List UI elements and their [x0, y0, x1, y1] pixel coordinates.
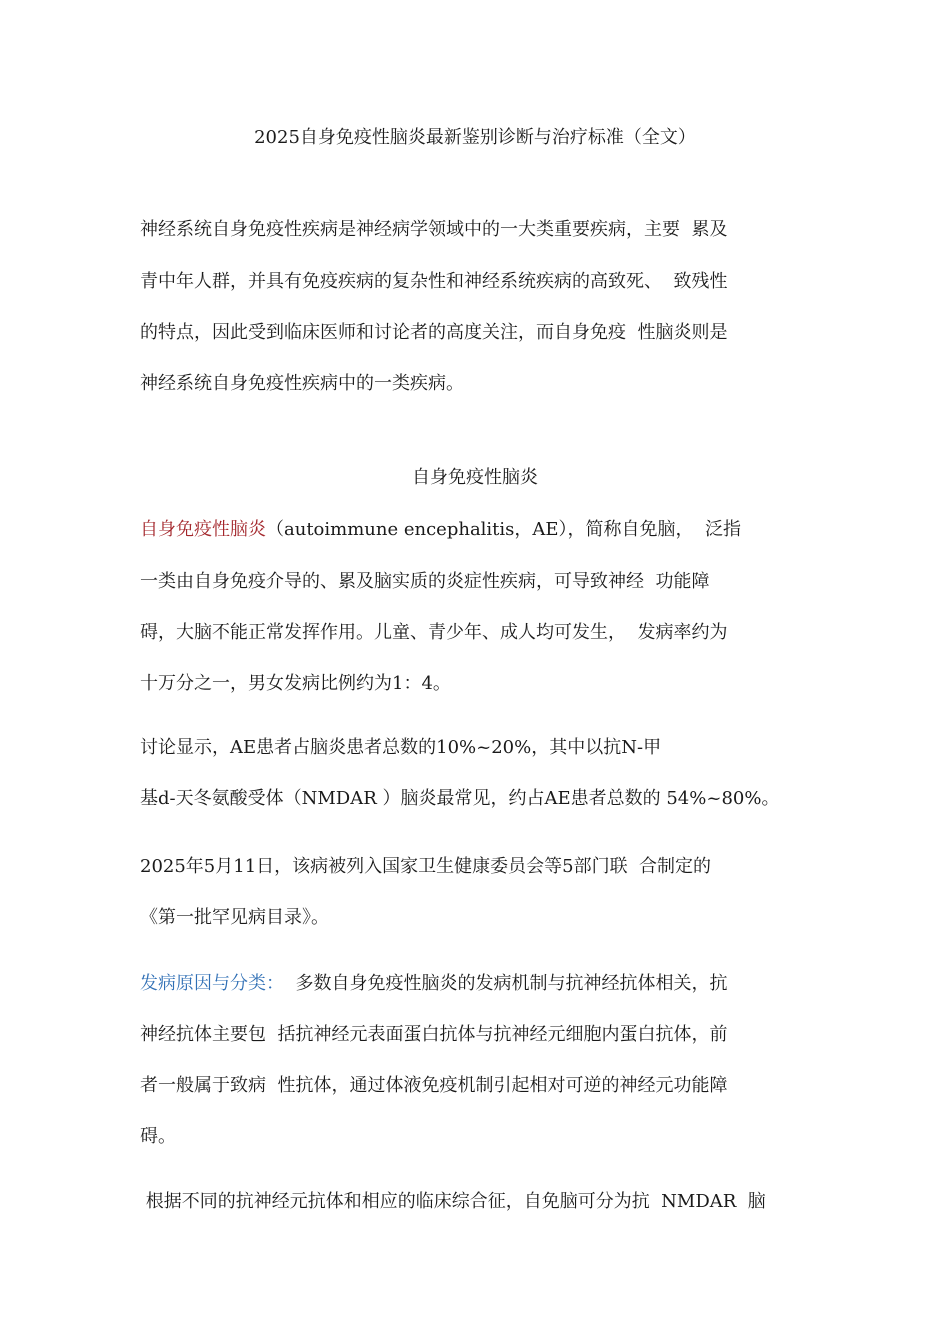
definition-line — [140, 518, 741, 542]
cause-label: 发病原因与分类： — [140, 973, 284, 994]
intro-line: 神经系统自身免疫性疾病中的一类疾病。 — [140, 373, 464, 394]
section-heading: 自身免疫性脑炎 — [412, 467, 538, 488]
definition-line: 碍，大脑不能正常发挥作用。儿童、青少年、成人均可发生， 发病率约为 — [140, 622, 728, 643]
cause-first-line-rest: 多数自身免疫性脑炎的发病机制与抗神经抗体相关，抗 — [284, 973, 728, 994]
definition-term: 自身免疫性脑炎 — [140, 519, 266, 540]
stats-line: 基d-天冬氨酸受体（NMDAR ）脑炎最常见，约占AE患者总数的 54%~80%。 — [140, 788, 780, 809]
intro-line: 青中年人群，并具有免疫疾病的复杂性和神经系统疾病的高致死、 致残性 — [140, 271, 728, 292]
intro-line: 神经系统自身免疫性疾病是神经病学领域中的一大类重要疾病，主要 累及 — [140, 219, 728, 240]
cause-line: 神经抗体主要包 括抗神经元表面蛋白抗体与抗神经元细胞内蛋白抗体，前 — [140, 1024, 728, 1045]
stats-line: 讨论显示，AE患者占脑炎患者总数的10%~20%，其中以抗N-甲 — [140, 737, 662, 758]
definition-first-line-rest: （autoimmune encephalitis，AE），简称自免脑， 泛指 — [266, 519, 741, 540]
cause-line: 者一般属于致病 性抗体，通过体液免疫机制引起相对可逆的神经元功能障 — [140, 1075, 728, 1096]
classification-line: 根据不同的抗神经元抗体和相应的临床综合征，自免脑可分为抗 NMDAR 脑 — [140, 1191, 766, 1212]
cause-line — [140, 972, 727, 996]
definition-line: 一类由自身免疫介导的、累及脑实质的炎症性疾病，可导致神经 功能障 — [140, 571, 710, 592]
intro-line: 的特点，因此受到临床医师和讨论者的高度关注，而自身免疫 性脑炎则是 — [140, 322, 728, 343]
cause-line: 碍。 — [140, 1126, 176, 1147]
definition-line: 十万分之一，男女发病比例约为1：4。 — [140, 673, 451, 694]
document-title: 2025自身免疫性脑炎最新鉴别诊断与治疗标准（全文） — [254, 127, 696, 148]
rare-list-line: 2025年5月11日，该病被列入国家卫生健康委员会等5部门联 合制定的 — [140, 856, 712, 877]
rare-list-line: 《第一批罕见病目录》。 — [140, 907, 329, 928]
